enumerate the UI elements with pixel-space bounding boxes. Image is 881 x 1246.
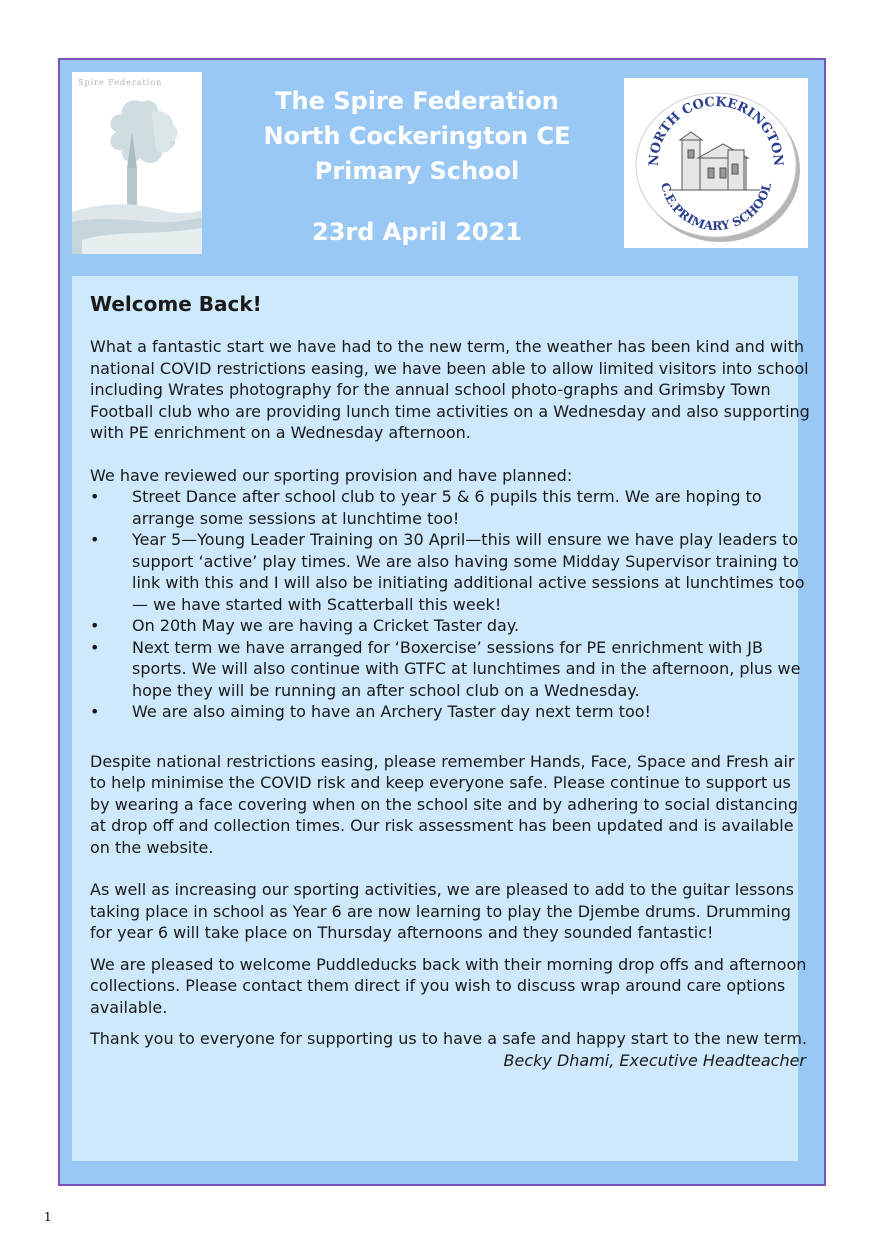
header-line-2: North Cockerington CE — [263, 122, 571, 150]
intro-paragraph: What a fantastic start we have had to the new term, the weather has been kind and with national COVID restrictions easing, we have been able to allow limited visitors into school including Wrates photography for the annual school photo-graphs and Grimsby Town Football club who are providing lunch time activities on a Wednesday and also supporting with PE enrichment on a Wednesday afternoon. — [90, 337, 810, 442]
list-item — [90, 529, 810, 615]
bullet-icon: • — [90, 530, 100, 549]
bullet-icon: • — [90, 487, 100, 506]
list-item-text: We are also aiming to have an Archery Taster day next term too! — [132, 702, 651, 721]
list-item — [90, 486, 810, 529]
list-item-text: On 20th May we are having a Cricket Taster day. — [132, 616, 520, 635]
newsletter-frame — [58, 58, 826, 1186]
music-paragraph: As well as increasing our sporting activities, we are pleased to add to the guitar lessons taking place in school as Year 6 are now learning to play the Djembe drums. Drumming for year 6 will take place on Thursday afternoons and they sounded fantastic! — [90, 880, 794, 942]
spire-logo-text: Spire Federation — [78, 78, 163, 87]
header-line-3: Primary School — [314, 157, 520, 185]
puddleducks-paragraph: We are pleased to welcome Puddleducks back with their morning drop offs and afternoon collections. Please contact them direct if you wish to discuss wrap around care options available. — [90, 954, 807, 1017]
page-number: 1 — [44, 1210, 52, 1224]
school-crest-icon — [624, 78, 808, 248]
covid-paragraph: Despite national restrictions easing, please remember Hands, Face, Space and Fresh air to help minimise the COVID risk and keep everyone safe. Please continue to support us by wearing a face covering when on the school site and by adhering to social distancing at drop off and collection times. Our risk assessment has been updated and is available on the website. — [90, 751, 799, 857]
crest-bottom-text: C.E.PRIMARY SCHOOL — [657, 181, 775, 234]
spire-federation-logo — [72, 72, 202, 254]
spire-church-icon — [72, 72, 202, 254]
list-item-text: Next term we have arranged for ‘Boxercise’ sessions for PE enrichment with JB sports. We will also continue with GTFC at lunchtimes and in the afternoon, plus we hope they will be running an after school club on a Wednesday. — [132, 637, 801, 700]
newsletter-date: 23rd April 2021 — [312, 218, 522, 246]
newsletter-header — [230, 84, 604, 247]
bullet-icon: • — [90, 637, 100, 657]
bullet-icon: • — [90, 616, 100, 635]
list-item — [90, 701, 810, 723]
article-content — [90, 276, 810, 1071]
content-panel — [72, 276, 810, 1161]
article-heading: Welcome Back! — [90, 292, 262, 316]
thanks-paragraph: Thank you to everyone for supporting us to have a safe and happy start to the new term. — [90, 1029, 807, 1048]
sport-plan-list — [90, 486, 810, 723]
sport-lead-paragraph: We have reviewed our sporting provision and have planned: — [90, 465, 573, 485]
school-badge-logo — [624, 78, 808, 248]
list-item — [90, 637, 810, 702]
header-line-1: The Spire Federation — [275, 87, 559, 115]
list-item-text: Year 5—Young Leader Training on 30 April—this will ensure we have play leaders to support ‘active’ play times. We are also having some Midday Supervisor training to link with this and I will also be initiating additional active sessions at lunchtimes too — we have started with Scatterball this week! — [132, 530, 805, 614]
signature: Becky Dhami, Executive Headteacher — [503, 1050, 806, 1070]
list-item-text: Street Dance after school club to year 5 & 6 pupils this term. We are hoping to arrange some sessions at lunchtime too! — [132, 487, 762, 528]
list-item — [90, 615, 810, 637]
bullet-icon: • — [90, 702, 100, 721]
crest-top-text: NORTH COCKERINGTON — [646, 94, 786, 167]
